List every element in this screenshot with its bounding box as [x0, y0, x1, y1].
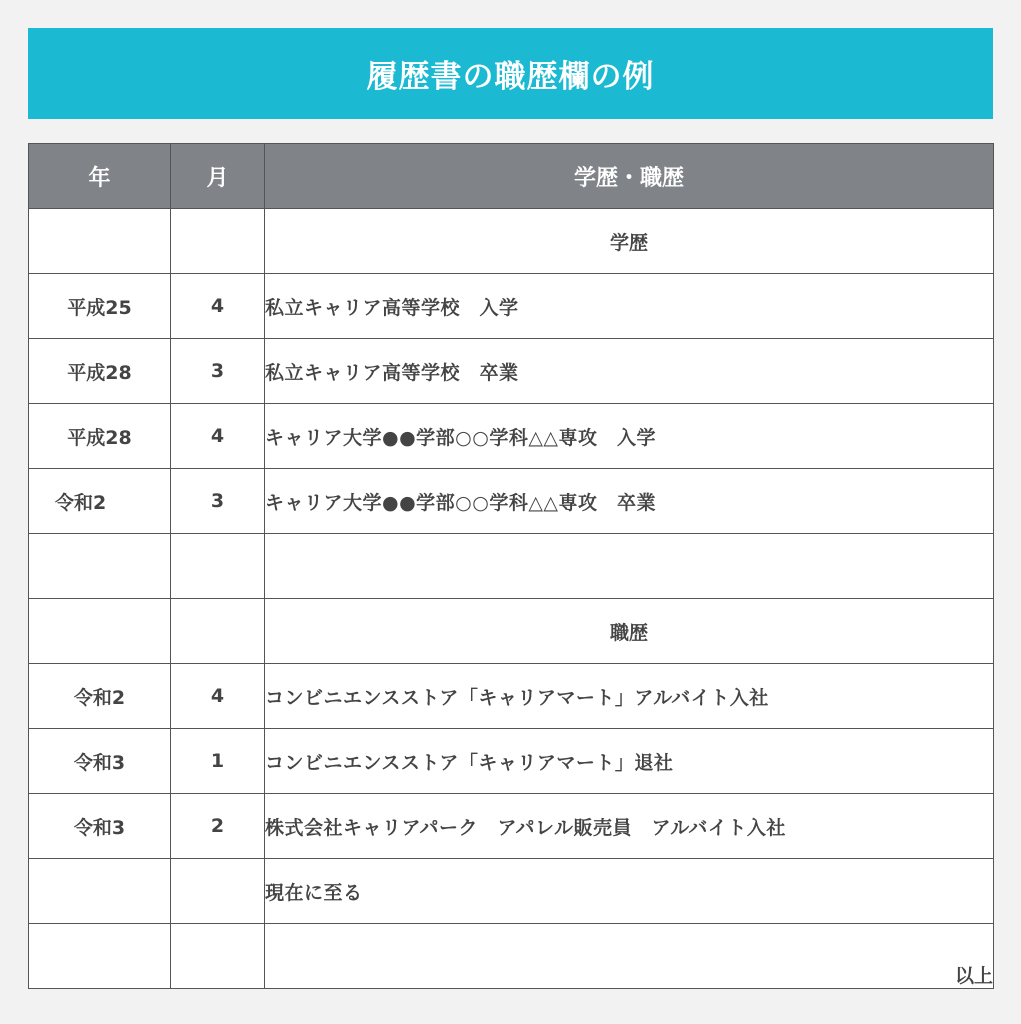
year-cell: 平成25	[29, 274, 171, 339]
description-cell: キャリア大学●●学部○○学科△△専攻 入学	[265, 404, 994, 469]
description-cell: 私立キャリア高等学校 卒業	[265, 339, 994, 404]
year-cell	[29, 534, 171, 599]
month-cell	[171, 859, 265, 924]
table-row	[29, 274, 994, 339]
year-cell: 令和3	[29, 794, 171, 859]
year-cell: 令和2	[29, 469, 171, 534]
year-cell: 平成28	[29, 404, 171, 469]
month-cell: 4	[171, 274, 265, 339]
year-cell	[29, 209, 171, 274]
description-cell: 私立キャリア高等学校 入学	[265, 274, 994, 339]
month-cell: 3	[171, 339, 265, 404]
table-row	[29, 209, 994, 274]
description-cell: コンビニエンスストア「キャリアマート」アルバイト入社	[265, 664, 994, 729]
page-title: 履歴書の職歴欄の例	[366, 59, 655, 95]
month-cell	[171, 924, 265, 989]
description-cell: 株式会社キャリアパーク アパレル販売員 アルバイト入社	[265, 794, 994, 859]
header-month: 月	[171, 144, 265, 209]
table-row	[29, 469, 994, 534]
description-cell: キャリア大学●●学部○○学科△△専攻 卒業	[265, 469, 994, 534]
description-cell: 現在に至る	[265, 859, 994, 924]
year-cell: 令和3	[29, 729, 171, 794]
closing-mark: 以上	[265, 924, 994, 989]
year-cell: 平成28	[29, 339, 171, 404]
month-cell: 3	[171, 469, 265, 534]
month-cell	[171, 209, 265, 274]
description-cell	[265, 534, 994, 599]
description-cell: コンビニエンスストア「キャリアマート」退社	[265, 729, 994, 794]
table-row	[29, 729, 994, 794]
month-cell: 4	[171, 404, 265, 469]
table-row	[29, 404, 994, 469]
table-row	[29, 859, 994, 924]
year-cell	[29, 924, 171, 989]
year-cell: 令和2	[29, 664, 171, 729]
month-cell	[171, 534, 265, 599]
table-row	[29, 599, 994, 664]
header-year: 年	[29, 144, 171, 209]
table-row	[29, 664, 994, 729]
header-history: 学歴・職歴	[265, 144, 994, 209]
table-row	[29, 534, 994, 599]
section-heading-education: 学歴	[265, 209, 994, 274]
month-cell: 4	[171, 664, 265, 729]
year-cell	[29, 599, 171, 664]
month-cell	[171, 599, 265, 664]
table-row	[29, 924, 994, 989]
title-banner	[28, 28, 993, 119]
month-cell: 2	[171, 794, 265, 859]
section-heading-work: 職歴	[265, 599, 994, 664]
year-cell	[29, 859, 171, 924]
history-table	[28, 143, 994, 989]
table-row	[29, 339, 994, 404]
month-cell: 1	[171, 729, 265, 794]
table-header-row	[29, 144, 994, 209]
table-row	[29, 794, 994, 859]
